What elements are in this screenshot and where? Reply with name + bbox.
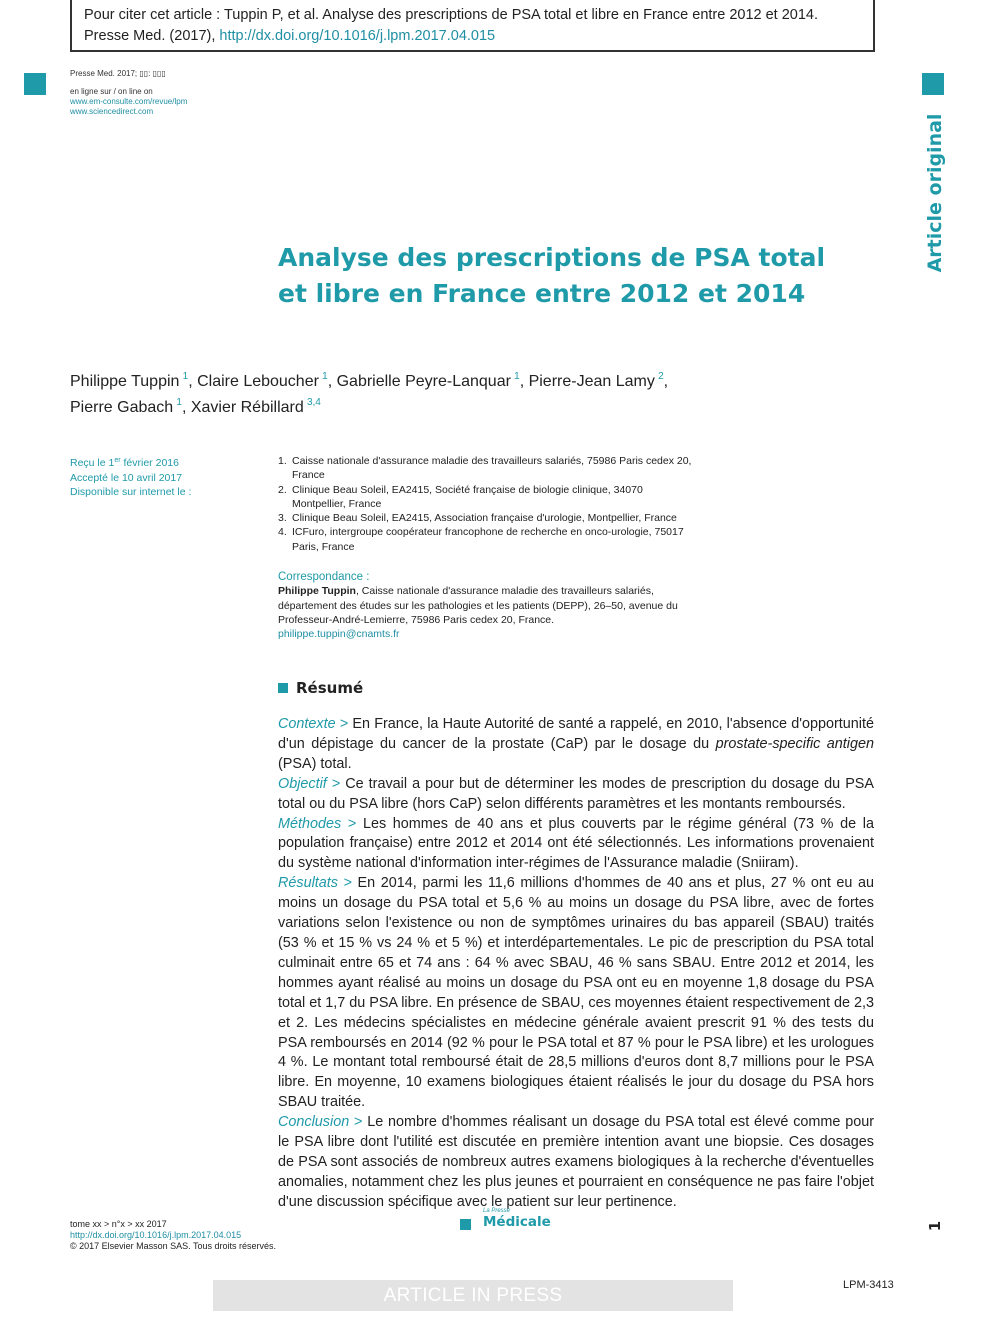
arrow-icon: > [354, 1114, 363, 1131]
footer-copyright: © 2017 Elsevier Masson SAS. Tous droits réservés. [70, 1241, 277, 1252]
affiliation-item: 3. Clinique Beau Soleil, EA2415, Association française d'urologie, Montpellier, France [278, 512, 677, 525]
article-title: Analyse des prescriptions de PSA total et libre en France entre 2012 et 2014 [278, 243, 826, 308]
article-code: LPM-3413 [843, 1279, 894, 1291]
arrow-icon: > [331, 775, 341, 792]
corner-square-left [24, 73, 46, 95]
section-label-text: Article original [924, 113, 946, 272]
heading-bullet [278, 683, 288, 693]
page-number: 1 [926, 1220, 944, 1232]
affiliation-item: 1. Caisse nationale d'assurance maladie des travailleurs salariés, 75986 Paris cedex 20, France [278, 455, 692, 482]
author-affiliation-mark: 2 [658, 371, 664, 382]
abstract-contexte: Contexte > En France, la Haute Autorité de santé a rappelé, en 2010, l'absence d'opportunité d'un dépistage du cancer de la prostate (CaP) par le dosage du prostate-specific antigen (PSA) total. [278, 716, 874, 772]
author-affiliation-mark: 1 [176, 397, 182, 408]
article-in-press-banner: ARTICLE IN PRESS [213, 1280, 733, 1311]
accepted-date: Accepté le 10 avril 2017 [70, 471, 183, 484]
online-label: en ligne sur / on line on [70, 87, 153, 96]
author: Pierre-Jean Lamy [528, 373, 655, 390]
received-date: Reçu le 1er février 2016 [70, 457, 179, 469]
author-affiliation-mark: 1 [322, 371, 328, 382]
author-affiliation-mark: 1 [514, 371, 520, 382]
footer-issue: tome xx > n°x > xx 2017 [70, 1219, 167, 1229]
author-list: Philippe Tuppin $^1$, Claire Leboucher $^1$, Gabrielle Peyre-Lanquar $^1$, Pierre-Jean Lamy $^2$, Pierre Gabach $^1$, Xavier Rébillard $^{3,4}$ [70, 371, 669, 416]
arrow-icon: > [343, 875, 352, 892]
affiliation-list [278, 454, 698, 554]
journal-logo [460, 1208, 560, 1232]
author: Pierre Gabach [70, 399, 174, 416]
citation-doi-link[interactable]: http://dx.doi.org/10.1016/j.lpm.2017.04.015 [219, 28, 496, 44]
correspondence-label: Correspondance : [278, 571, 370, 583]
author: Claire Leboucher [197, 373, 319, 390]
journal-url-emconsulte[interactable]: www.em-consulte.com/revue/lpm [70, 97, 188, 106]
resume-heading: Résumé [278, 679, 363, 697]
logo-square-icon [460, 1219, 471, 1230]
arrow-icon: > [339, 716, 349, 732]
journal-meta [70, 69, 187, 117]
footer-doi-link[interactable]: http://dx.doi.org/10.1016/j.lpm.2017.04.015 [70, 1230, 242, 1241]
citation-text: Pour citer cet article : Tuppin P, et al. Analyse des prescriptions de PSA total et libre en France entre 2012 et 2014. Presse Med. (2017), [84, 7, 819, 44]
available-date: Disponible sur internet le : [70, 486, 192, 498]
correspondence-address: Philippe Tuppin, Caisse nationale d'assurance maladie des travailleurs salariés, département des études sur les pathologies et les patients (DEPP), 26–50, avenue du Professeur-André-Lemierre, 75986 Paris cedex 20, France. [278, 585, 678, 626]
journal-url-sciencedirect[interactable]: www.sciencedirect.com [70, 107, 154, 116]
abstract-body [278, 715, 874, 1213]
author: Xavier Rébillard [190, 399, 304, 416]
correspondence [278, 570, 708, 641]
journal-ref: Presse Med. 2017; ▯▯: ▯▯▯ [70, 69, 166, 78]
abstract-methodes: Méthodes > Les hommes de 40 ans et plus couverts par le régime général (73 % de la population française) entre 2012 et 2014 ont été sélectionnés. Les informations provenaient du système national d'information inter-régimes de l'Assurance maladie (Sniiram). [278, 815, 875, 872]
arrow-icon: > [347, 815, 357, 832]
author-affiliation-mark: 1 [182, 371, 189, 382]
section-label [905, 113, 965, 272]
article-dates [70, 454, 191, 500]
affiliation-item: 4. ICFuro, intergroupe coopérateur francophone de recherche en onco-urologie, 75017 Paris, France [278, 526, 684, 553]
abstract-conclusion: Conclusion > Le nombre d'hommes réalisant un dosage du PSA total est élevé comme pour le PSA libre dont l'utilité est discutée en première intention avant une biopsie. Ces dosages de PSA sont associés de nombreux autres examens biologiques à la recherche d'éventuelles anomalies, notamment chez les plus jeunes et pourraient en conséquence ne pas faire l'objet d'une discussion spécifique avec le patient sur leur pertinence. [278, 1114, 875, 1210]
abstract-resultats: Résultats > En 2014, parmi les 11,6 millions d'hommes de 40 ans et plus, 27 % ont eu au moins un dosage du PSA total et 5,6 % au moins un dosage du PSA libre, avec de fortes variations selon l'existence ou non de symptômes urinaires du bas appareil (SBAU) traités (53 % et 15 % vs 24 % et 5 %) et interdépartementales. Le pic de prescription du PSA total culminait entre 65 et 74 ans : 64 % avec SBAU, 46 % sans SBAU. Entre 2012 et 2014, les hommes ayant réalisé au moins un dosage du PSA ont eu en moyenne 1,8 dosage du PSA total et 1,7 du PSA libre. En présence de SBAU, ces moyennes étaient respectivement de 2,3 et 2. Les médecins spécialistes en médecine générale avaient prescrit 91 % des tests du PSA remboursés en 2014 (92 % pour le PSA total et 87 % pour le PSA libre) et les urologues 4 %. Le montant total remboursé était de 28,5 millions d'euros dont 8,7 millions pour le PSA libre. En moyenne, 10 examens biologiques étaient réalisés le jour du dosage du PSA hors SBAU traitée. [278, 875, 875, 1111]
corner-square-right [922, 73, 944, 95]
author: Gabrielle Peyre-Lanquar [336, 373, 511, 390]
logo-small-text: La Presse [483, 1208, 511, 1214]
footer-info [70, 1219, 276, 1253]
affiliation-item: 2. Clinique Beau Soleil, EA2415, Société française de biologie clinique, 34070 Montpellier, France [278, 483, 643, 510]
correspondence-email[interactable]: philippe.tuppin@cnamts.fr [278, 628, 400, 641]
author-affiliation-mark: 3,4 [306, 397, 321, 408]
author: Philippe Tuppin [70, 373, 180, 390]
logo-big-text: Médicale [483, 1214, 551, 1230]
abstract-objectif: Objectif > Ce travail a pour but de déterminer les modes de prescription du dosage du PSA total ou du PSA libre (hors CaP) selon différents paramètres et les montants remboursés. [278, 775, 875, 812]
citation-box [70, 0, 875, 52]
